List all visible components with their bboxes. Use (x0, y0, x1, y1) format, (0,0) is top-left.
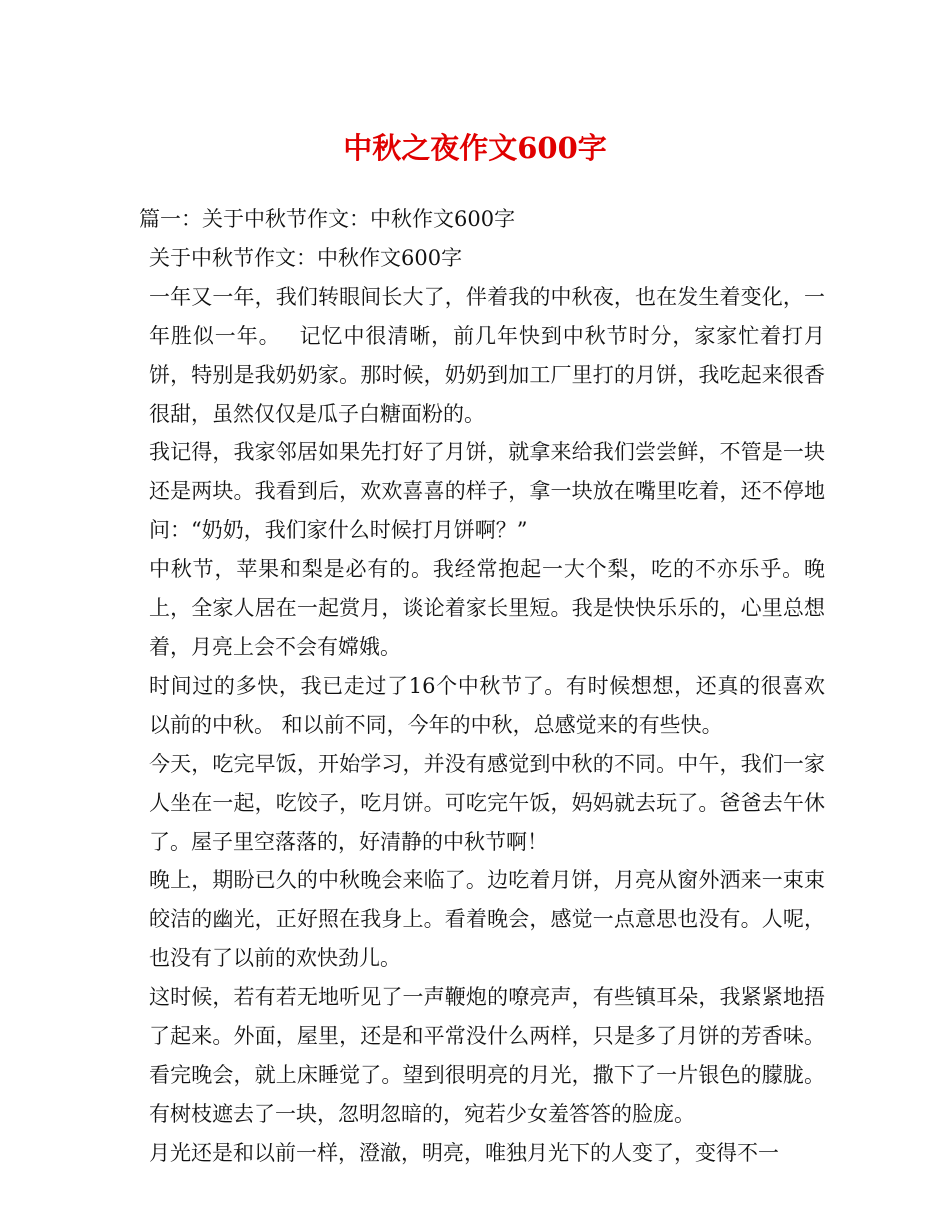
paragraph: 时间过的多快，我已走过了16个中秋节了。有时候想想，还真的很喜欢以前的中秋。 和以前不同，今年的中秋，总感觉来的有些快。 (149, 673, 825, 737)
paragraph: 中秋节，苹果和梨是必有的。我经常抱起一大个梨，吃的不亦乐乎。晚上，全家人居在一起赏月，谈论着家长里短。我是快快乐乐的，心里总想着，月亮上会不会有嫦娥。 (149, 557, 825, 659)
paragraph: 今天，吃完早饭，开始学习，并没有感觉到中秋的不同。中午，我们一家人坐在一起，吃饺子，吃月饼。可吃完午饭，妈妈就去玩了。爸爸去午休了。屋子里空落落的，好清静的中秋节啊！ (149, 751, 825, 854)
paragraph: 我记得，我家邻居如果先打好了月饼，就拿来给我们尝尝鲜，不管是一块还是两块。我看到后，欢欢喜喜的样子，拿一块放在嘴里吃着，还不停地问：“奶奶，我们家什么时候打月饼啊？” (149, 440, 825, 543)
document-title: 中秋之夜作文600字 (343, 131, 607, 165)
document-body (139, 200, 825, 1173)
paragraph: 一年又一年，我们转眼间长大了，伴着我的中秋夜，也在发生着变化，一年胜似一年。 记忆中很清晰，前几年快到中秋节时分，家家忙着打月饼，特别是我奶奶家。那时候，奶奶到加工厂里打的月饼，我吃起来很香很甜，虽然仅仅是瓜子白糖面粉的。 (149, 284, 825, 426)
paragraph-heading: 篇一：关于中秋节作文：中秋作文600字 (139, 207, 516, 231)
paragraph: 月光还是和以前一样，澄澈，明亮，唯独月光下的人变了，变得不一 (149, 1140, 779, 1165)
paragraph: 这时候，若有若无地听见了一声鞭炮的嘹亮声，有些镇耳朵，我紧紧地捂了起来。外面，屋里，还是和平常没什么两样，只是多了月饼的芳香味。看完晚会，就上床睡觉了。望到很明亮的月光，撒下了一片银色的朦胧。有树枝遮去了一块，忽明忽暗的，宛若少女羞答答的脸庞。 (149, 985, 825, 1126)
paragraph-subheading: 关于中秋节作文：中秋作文600字 (149, 245, 463, 270)
paragraph: 晚上，期盼已久的中秋晚会来临了。边吃着月饼，月亮从窗外洒来一束束皎洁的幽光，正好照在我身上。看着晚会，感觉一点意思也没有。人呢，也没有了以前的欢快劲儿。 (149, 868, 825, 971)
